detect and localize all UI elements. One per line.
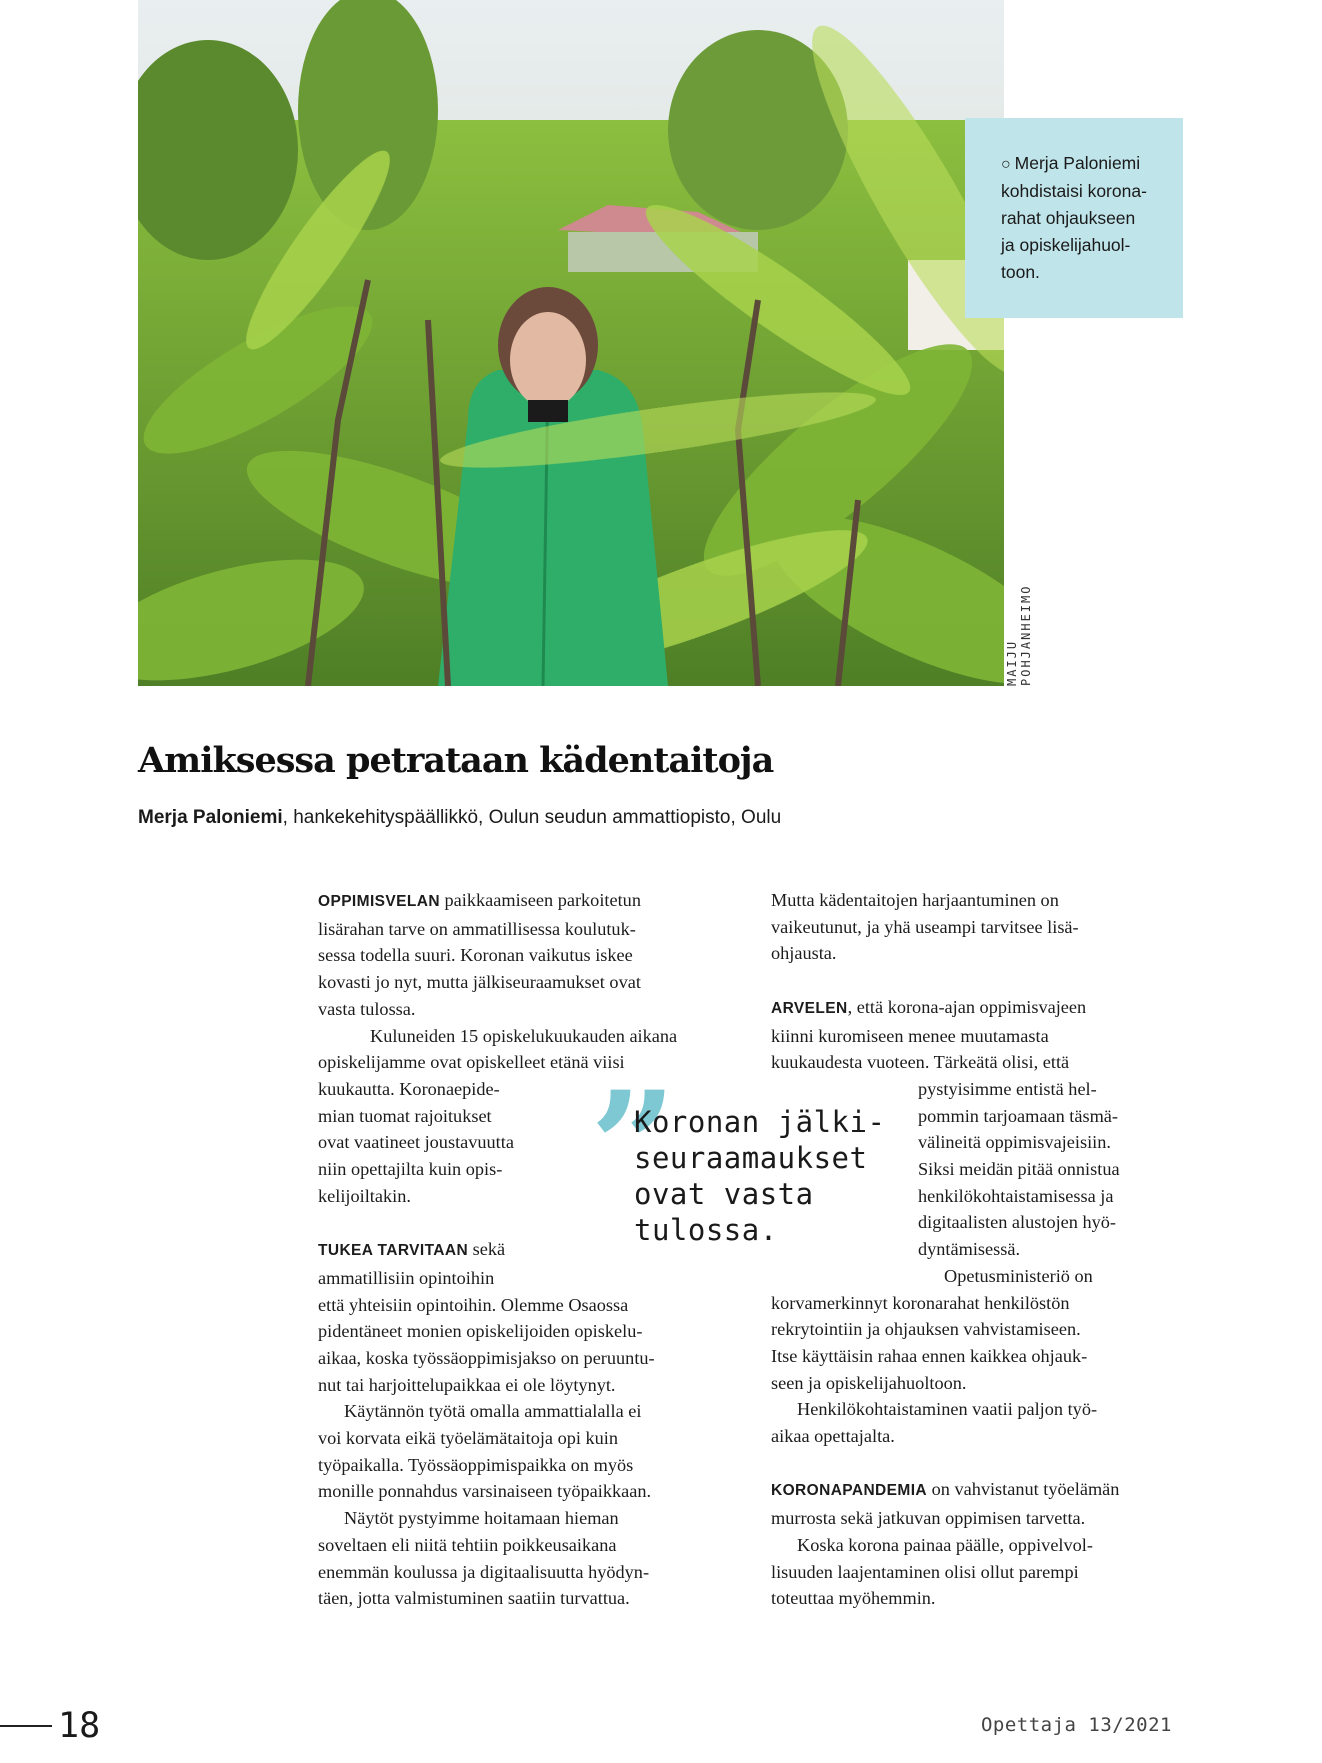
caption-line: kohdistaisi korona- [1001,181,1147,201]
footer-rule [0,1725,52,1727]
pull-quote [634,1104,885,1248]
article-headline: Amiksessa petrataan kädentaitoja [138,740,774,781]
paragraph: Koska korona painaa päälle, oppivelvol- lisuuden laajentaminen olisi ollut parempi toteuttaa myöhemmin. [771,1534,1093,1609]
paragraph: Opetusministeriö on korvamerkinnyt koronarahat henkilöstön rekrytointiin ja ohjauksen vahvistamiseen. Itse käyttäisin rahaa ennen kaikkea ohjauk- seen ja opiskelijahuoltoon. [771,1265,1093,1393]
page-number: 18 [58,1706,101,1746]
article-byline [138,807,781,829]
photo-caption [965,118,1183,318]
text-column-2 [771,887,1201,1612]
caption-line: toon. [1001,262,1040,282]
lead-word: KORONAPANDEMIA [771,1482,928,1500]
photo-credit: MAIJU POHJANHEIMO [1005,584,1033,686]
issue-label: Opettaja 13/2021 [980,1714,1172,1736]
paragraph: Käytännön työtä omalla ammattialalla ei voi korvata eikä työelämätaitoja opi kuin työpaikalla. Työssäoppimispaikka on myös monille ponnahdus varsinaiseen työpaikkaan. [318,1401,652,1502]
paragraph: OPPIMISVELAN paikkaamiseen parkoitetun lisärahan tarve on ammatillisessa koulutuk- sessa todella suuri. Koronan vaikutus iskee kovasti jo nyt, mutta jälkiseuraamukset ovat vasta tulossa. [318,890,641,1019]
author-title: , hankekehityspäällikkö, Oulun seudun ammattiopisto, Oulu [282,807,782,828]
photo-illustration [138,0,1004,686]
paragraph: Kuluneiden 15 opiskelukuukauden aikana opiskelijamme ovat opiskelleet etänä viisi kuukautta. Koronaepide- mian tuomat rajoitukset ovat vaatineet joustavuutta niin opettajilta kuin opis- kelijoiltakin. [318,1025,678,1206]
caption-line: rahat ohjaukseen [1001,208,1136,228]
paragraph: Henkilökohtaistaminen vaatii paljon työ- aikaa opettajalta. [771,1399,1098,1447]
caption-line: ○ Merja Paloniemi [1001,153,1141,173]
lead-word: ARVELEN [771,999,848,1017]
paragraph: TUKEA TARVITAAN sekä ammatillisiin opintoihin että yhteisiin opintoihin. Olemme Osaossa pidentäneet monien opiskelijoiden opiskelu- aikaa, koska työssäoppimisjakso on peruuntu- nut tai harjoittelupaikkaa ei ole löytynyt. [318,1239,655,1395]
paragraph: Mutta kädentaitojen harjaantuminen on vaikeutunut, ja yhä useampi tarvitsee lisä- ohjausta. [771,890,1079,964]
quote-marks-icon: ” [590,1059,671,1235]
paragraph: Näytöt pystyimme hoitamaan hieman soveltaen eli niitä tehtiin poikkeusaikana enemmän koulussa ja digitaalisuutta hyödyn- täen, jotta valmistuminen saatiin turvattua. [318,1508,650,1609]
caption-line: ja opiskelijahuol- [1001,235,1131,255]
text-column-1 [318,887,748,1612]
lead-word: OPPIMISVELAN [318,893,440,910]
pull-quote-line: Koronan jälki- [634,1105,886,1139]
article-photo [138,0,1004,686]
paragraph: ARVELEN, että korona-ajan oppimisvajeen kiinni kuromiseen menee muutamasta kuukaudesta vuoteen. Tärkeätä olisi, että pystyisimme entistä hel- pommin tarjoamaan täsmä- välineitä oppimisvajeisiin. Siksi meidän pitää onnistua henkilökohtaistamisessa ja digitaalisten alustojen hyö- dyntämisessä. [771,996,1120,1260]
lead-word: TUKEA TARVITAAN [318,1242,469,1260]
pull-quote-line: ovat vasta [634,1177,814,1211]
paragraph: KORONAPANDEMIA on vahvistanut työelämän murrosta sekä jatkuvan oppimisen tarvetta. [771,1479,1120,1529]
caption-bullet-icon: ○ [1001,156,1011,173]
author-name: Merja Paloniemi [138,807,283,828]
pull-quote-line: seuraamaukset [634,1141,868,1175]
pull-quote-line: tulossa. [634,1213,778,1247]
